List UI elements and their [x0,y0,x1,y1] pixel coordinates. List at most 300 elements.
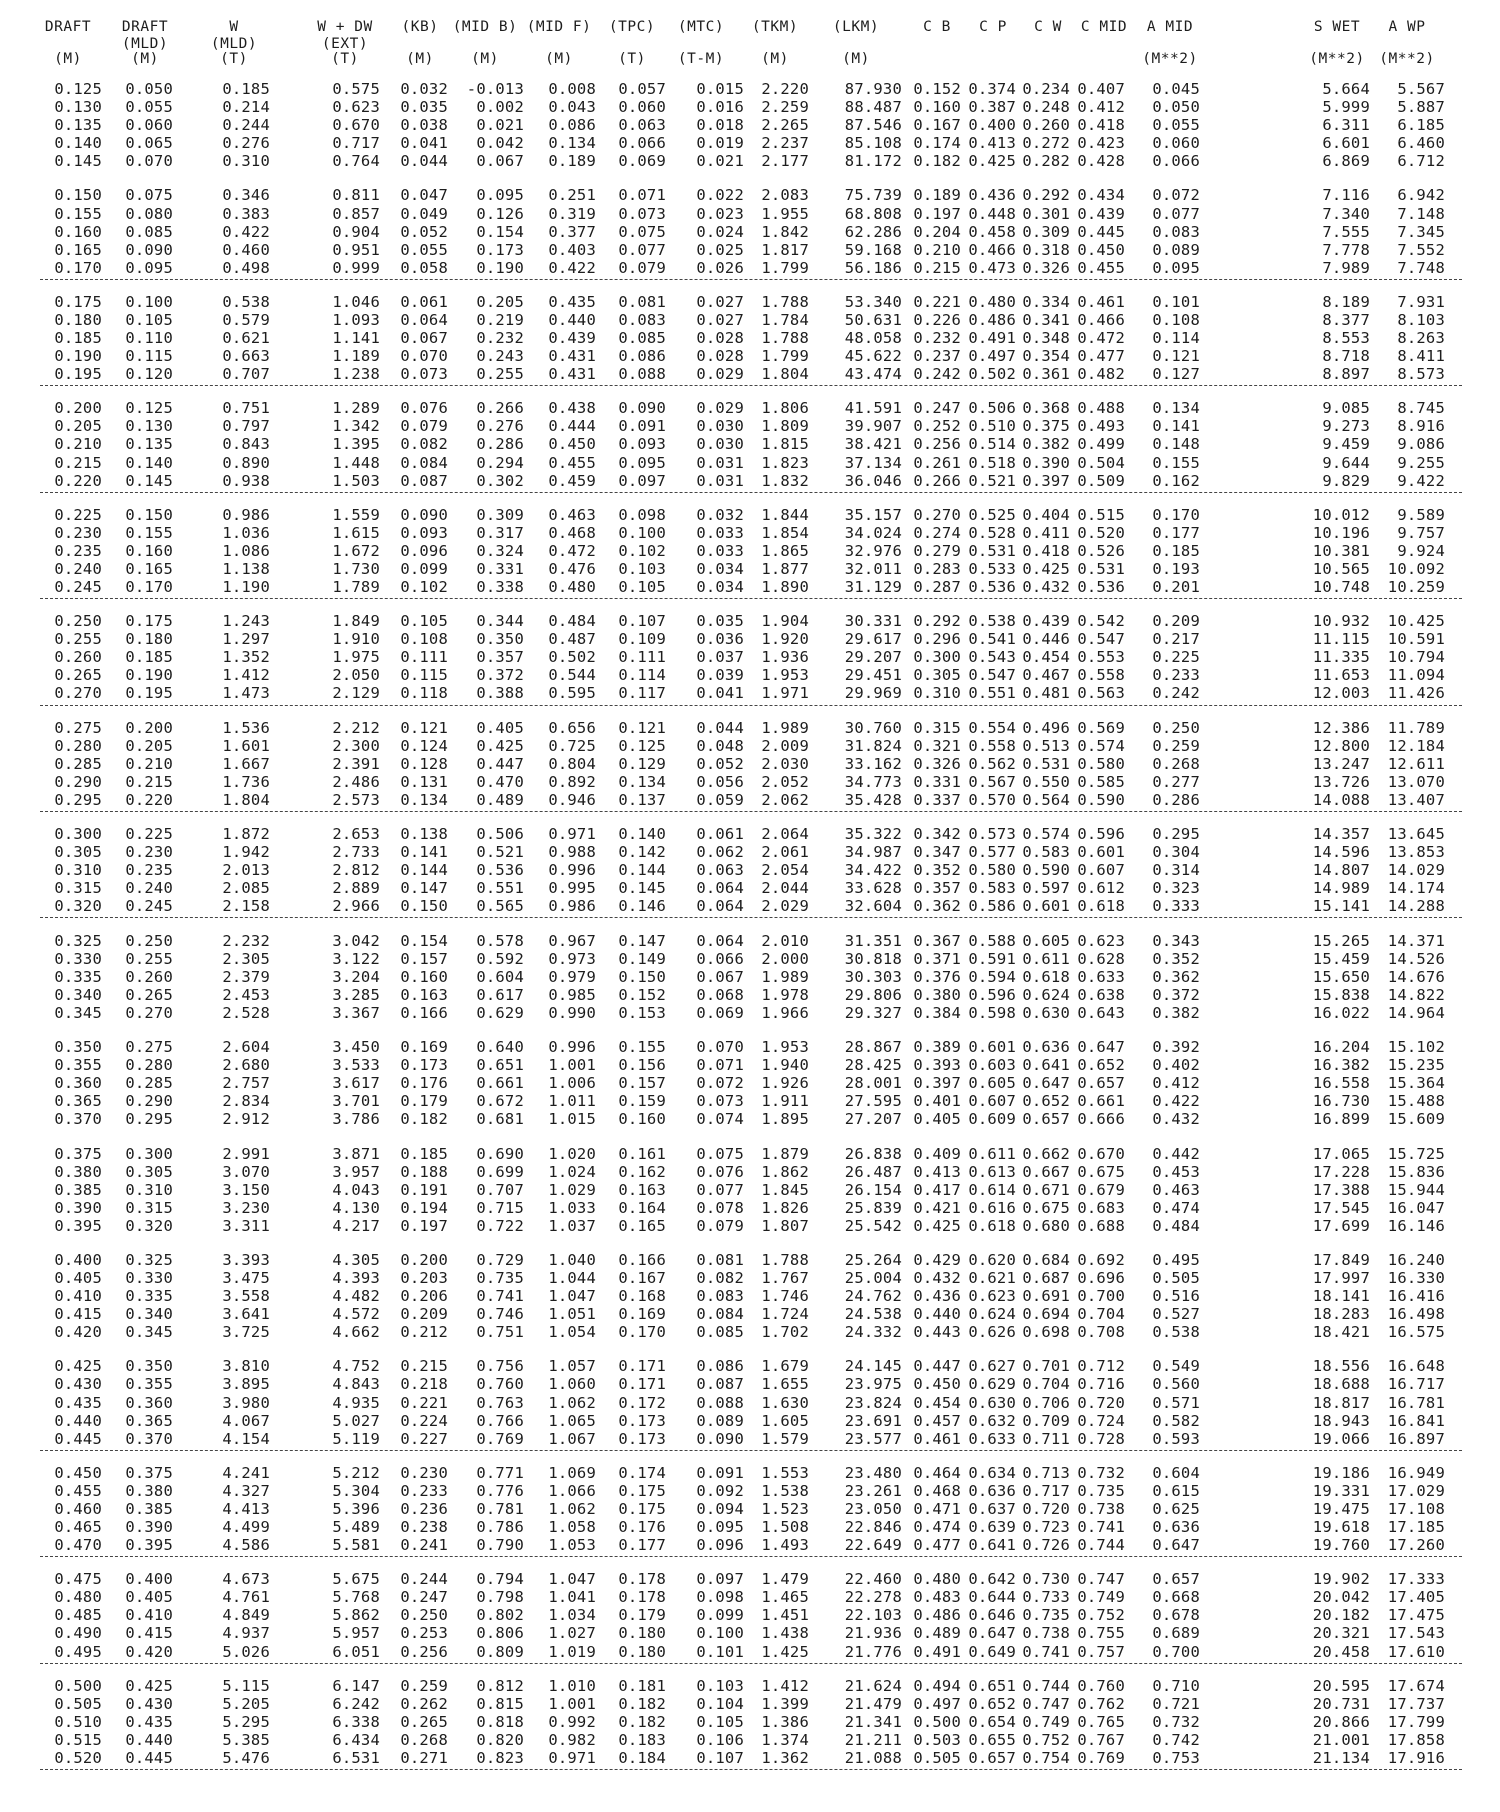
table-cell: 0.305 [913,666,961,685]
table-cell: 5.489 [332,1518,380,1536]
table-cell: 0.904 [332,222,380,241]
table-cell: 0.704 [1077,1305,1125,1324]
table-cell: 0.137 [618,790,666,809]
table-cell: 0.375 [54,1144,102,1163]
table-cell: 0.439 [548,329,596,347]
table-cell: 1.015 [548,1110,596,1129]
table-cell: 0.036 [696,630,744,649]
table-cell: 7.778 [1322,240,1370,259]
table-cell: 3.204 [332,967,380,986]
table-cell: 0.392 [1152,1038,1200,1057]
table-cell: 0.628 [1077,949,1125,968]
table-cell: 0.030 [696,435,744,454]
table-cell: 5.581 [332,1536,380,1555]
table-cell: 0.083 [1152,222,1200,241]
table-cell: 0.334 [1022,292,1070,311]
table-cell: 0.647 [968,1624,1016,1643]
table-cell: 0.177 [618,1536,666,1555]
table-cell: 17.108 [1387,1499,1445,1518]
table-cell: 0.503 [913,1730,961,1749]
table-cell: 0.769 [476,1429,524,1448]
table-cell: 3.393 [222,1250,270,1269]
table-cell: 29.451 [844,666,902,685]
table-cell: 0.138 [400,825,448,844]
table-cell: 2.991 [222,1144,270,1163]
table-cell: 1.971 [761,684,809,703]
table-cell: 0.455 [54,1481,102,1500]
table-cell: 0.083 [696,1287,744,1306]
table-cell: 3.450 [332,1038,380,1057]
table-cell: 0.583 [1022,843,1070,862]
table-cell: 1.807 [761,1216,809,1235]
table-cell: 0.236 [400,1499,448,1518]
table-cell: 2.757 [222,1074,270,1093]
table-cell: 6.460 [1397,134,1445,153]
table-cell: 0.111 [400,648,448,667]
table-cell: 0.752 [1077,1606,1125,1625]
table-cell: 0.173 [476,240,524,259]
table-cell: 0.340 [125,1305,173,1324]
table-cell: 1.508 [761,1518,809,1536]
table-cell: 0.407 [1077,80,1125,98]
table-cell: 0.044 [696,718,744,737]
table-cell: 0.811 [332,186,380,205]
table-cell: 4.327 [222,1481,270,1500]
table-cell: 21.001 [1312,1730,1370,1749]
table-cell: 27.595 [844,1092,902,1111]
column-header: (M) [54,51,82,67]
table-cell: 0.326 [1022,258,1070,277]
table-cell: 0.741 [1022,1642,1070,1661]
table-cell: 1.037 [548,1216,596,1235]
table-cell: 0.248 [1022,98,1070,117]
table-cell: 0.538 [222,292,270,311]
table-cell: 15.836 [1387,1162,1445,1181]
table-cell: 0.741 [1077,1518,1125,1536]
table-cell: 0.241 [400,1536,448,1555]
table-cell: 2.044 [761,879,809,898]
table-cell: 0.354 [1022,347,1070,366]
table-cell: 0.652 [1022,1092,1070,1111]
table-cell: 8.103 [1397,310,1445,329]
table-cell: 3.725 [222,1323,270,1342]
table-cell: 0.155 [1152,453,1200,472]
table-cell: 0.999 [332,258,380,277]
column-header: (T) [331,51,359,67]
table-cell: 0.310 [913,684,961,703]
table-cell: 0.986 [548,897,596,916]
table-cell: 0.464 [913,1463,961,1482]
table-cell: 0.152 [913,80,961,98]
table-cell: 0.704 [1022,1375,1070,1394]
table-cell: 0.092 [696,1481,744,1500]
table-cell: 0.357 [476,648,524,667]
table-cell: 0.212 [400,1323,448,1342]
table-cell: 0.064 [696,879,744,898]
table-cell: 0.061 [400,292,448,311]
table-cell: 0.150 [54,186,102,205]
table-cell: 0.260 [1022,116,1070,135]
table-cell: 0.167 [913,116,961,135]
table-cell: 0.179 [400,1092,448,1111]
table-cell: 0.067 [476,152,524,171]
table-cell: 0.477 [913,1536,961,1555]
table-cell: 0.667 [1022,1162,1070,1181]
table-cell: 0.710 [1152,1676,1200,1695]
table-cell: 0.268 [1152,754,1200,773]
table-cell: 48.058 [844,329,902,347]
column-header: A MID [1146,19,1194,35]
table-cell: 0.161 [618,1144,666,1163]
table-cell: 34.987 [844,843,902,862]
table-cell: 0.744 [1077,1536,1125,1555]
table-cell: 1.189 [332,347,380,366]
table-cell: 0.070 [696,1038,744,1057]
table-cell: 1.412 [222,666,270,685]
group-divider [40,1556,1462,1557]
table-cell: 0.413 [913,1162,961,1181]
table-cell: 2.030 [761,754,809,773]
table-cell: 0.220 [54,471,102,490]
table-cell: 0.594 [968,967,1016,986]
table-cell: 0.475 [54,1570,102,1589]
table-cell: 0.418 [1022,541,1070,560]
table-cell: 0.497 [913,1694,961,1713]
table-cell: 0.086 [696,1357,744,1376]
table-cell: 1.823 [761,453,809,472]
table-cell: 0.735 [476,1269,524,1287]
table-cell: 0.448 [968,204,1016,223]
table-cell: 0.361 [1022,365,1070,384]
table-cell: 30.331 [844,612,902,631]
table-cell: 0.232 [913,329,961,347]
table-cell: 0.632 [968,1411,1016,1430]
table-cell: 0.440 [54,1411,102,1430]
table-cell: 0.195 [54,365,102,384]
table-cell: 0.244 [222,116,270,135]
table-cell: 0.809 [476,1642,524,1661]
table-cell: 0.066 [696,949,744,968]
table-cell: 0.083 [618,310,666,329]
table-cell: 0.134 [400,790,448,809]
table-cell: 0.986 [222,505,270,524]
table-cell: 0.516 [1152,1287,1200,1306]
table-cell: 0.031 [696,471,744,490]
table-cell: 0.857 [332,204,380,223]
table-cell: 2.379 [222,967,270,986]
table-cell: 13.726 [1312,772,1370,791]
table-cell: 0.088 [618,365,666,384]
table-cell: 5.027 [332,1411,380,1430]
table-cell: 2.064 [761,825,809,844]
table-cell: 5.862 [332,1606,380,1625]
table-cell: 0.090 [125,240,173,259]
table-cell: 0.276 [476,417,524,436]
table-cell: 1.297 [222,630,270,649]
table-cell: 0.190 [476,258,524,277]
table-cell: 0.118 [400,684,448,703]
table-cell: 0.459 [548,471,596,490]
table-cell: 0.105 [125,310,173,329]
table-cell: 0.393 [913,1056,961,1075]
table-cell: 0.531 [1022,754,1070,773]
table-cell: 0.397 [913,1074,961,1093]
table-cell: 4.393 [332,1269,380,1287]
table-cell: 9.255 [1397,453,1445,472]
table-cell: 0.108 [1152,310,1200,329]
table-cell: 0.460 [54,1499,102,1518]
table-cell: 0.633 [1077,967,1125,986]
table-cell: 0.350 [54,1038,102,1057]
table-cell: 0.300 [913,648,961,667]
table-cell: 0.318 [1022,240,1070,259]
table-cell: 1.844 [761,505,809,524]
table-cell: 0.439 [1022,612,1070,631]
table-cell: 31.824 [844,736,902,755]
table-cell: 0.623 [1077,931,1125,950]
table-cell: 7.340 [1322,204,1370,223]
table-cell: 0.270 [913,505,961,524]
table-cell: 2.062 [761,790,809,809]
table-cell: 0.480 [548,578,596,596]
table-cell: 0.747 [1022,1694,1070,1713]
table-cell: 0.425 [54,1357,102,1376]
table-cell: 0.086 [548,116,596,135]
table-cell: 1.904 [761,612,809,631]
table-cell: 0.409 [913,1144,961,1163]
table-cell: 0.578 [476,931,524,950]
table-cell: 0.996 [548,861,596,880]
table-cell: 0.495 [54,1642,102,1661]
table-cell: 0.382 [1152,1003,1200,1022]
table-cell: 17.610 [1387,1642,1445,1661]
table-cell: 0.218 [400,1375,448,1394]
table-cell: 0.240 [125,879,173,898]
table-cell: 0.160 [125,541,173,560]
table-cell: 0.454 [1022,648,1070,667]
table-cell: 0.134 [618,772,666,791]
table-cell: 0.075 [618,222,666,241]
table-cell: 0.468 [913,1481,961,1500]
table-cell: 0.781 [476,1499,524,1518]
table-cell: 0.420 [54,1323,102,1342]
table-cell: 0.843 [222,435,270,454]
table-cell: 17.799 [1387,1712,1445,1731]
table-cell: 8.745 [1397,399,1445,418]
table-cell: 0.403 [548,240,596,259]
table-cell: 0.233 [400,1481,448,1500]
table-cell: 0.696 [1077,1269,1125,1287]
column-header: (T-M) [677,51,725,67]
table-cell: 0.624 [968,1305,1016,1324]
table-cell: 0.022 [696,186,744,205]
table-cell: 0.551 [476,879,524,898]
column-header: C P [979,19,1007,35]
table-cell: 8.377 [1322,310,1370,329]
table-cell: 0.060 [1152,134,1200,153]
table-cell: 1.536 [222,718,270,737]
table-cell: 0.120 [125,365,173,384]
table-cell: 0.429 [913,1250,961,1269]
table-cell: 1.955 [761,204,809,223]
table-cell: 0.039 [696,666,744,685]
table-cell: 6.185 [1397,116,1445,135]
table-cell: 3.311 [222,1216,270,1235]
table-cell: 9.829 [1322,471,1370,490]
table-cell: 0.210 [54,435,102,454]
table-cell: 17.333 [1387,1570,1445,1589]
table-cell: 12.386 [1312,718,1370,737]
table-cell: 0.160 [913,98,961,117]
table-cell: 10.591 [1387,630,1445,649]
table-cell: 38.421 [844,435,902,454]
table-cell: 21.479 [844,1694,902,1713]
table-cell: 1.448 [332,453,380,472]
table-cell: 17.699 [1312,1216,1370,1235]
table-cell: 0.405 [476,718,524,737]
column-header: (T) [220,51,248,67]
table-cell: 1.190 [222,578,270,596]
table-cell: 0.227 [400,1429,448,1448]
table-cell: 0.440 [548,310,596,329]
table-cell: 2.604 [222,1038,270,1057]
table-cell: 18.817 [1312,1393,1370,1412]
table-cell: 1.817 [761,240,809,259]
table-cell: 0.029 [696,365,744,384]
table-cell: 0.107 [618,612,666,631]
table-cell: 0.091 [696,1463,744,1482]
table-cell: 2.083 [761,186,809,205]
table-cell: 0.045 [1152,80,1200,98]
table-cell: 20.458 [1312,1642,1370,1661]
table-cell: 0.764 [332,152,380,171]
table-cell: 0.292 [913,612,961,631]
table-cell: 0.753 [1152,1748,1200,1767]
table-cell: 0.624 [1022,985,1070,1004]
table-cell: 0.095 [1152,258,1200,277]
table-cell: 0.100 [696,1624,744,1643]
table-cell: 0.549 [1152,1357,1200,1376]
table-cell: 20.182 [1312,1606,1370,1625]
table-cell: 0.656 [548,718,596,737]
table-cell: 2.889 [332,879,380,898]
table-cell: 0.125 [618,736,666,755]
table-cell: 0.640 [476,1038,524,1057]
table-cell: 22.460 [844,1570,902,1589]
table-cell: 0.484 [1152,1216,1200,1235]
table-cell: 0.089 [696,1411,744,1430]
table-cell: 1.352 [222,648,270,667]
table-cell: 0.623 [332,98,380,117]
table-cell: 0.255 [54,630,102,649]
table-cell: 0.536 [1077,578,1125,596]
table-cell: 0.601 [1077,843,1125,862]
table-cell: 0.069 [618,152,666,171]
table-cell: 0.250 [54,612,102,631]
table-cell: 0.802 [476,1606,524,1625]
table-cell: 0.410 [54,1287,102,1306]
table-cell: 0.400 [54,1250,102,1269]
table-cell: 0.155 [125,523,173,542]
table-cell: 0.152 [618,985,666,1004]
table-cell: 4.067 [222,1411,270,1430]
table-cell: 0.467 [1022,666,1070,685]
table-cell: 12.800 [1312,736,1370,755]
table-cell: 10.932 [1312,612,1370,631]
table-cell: 0.099 [696,1606,744,1625]
table-cell: 2.391 [332,754,380,773]
column-header: (M) [545,51,573,67]
table-cell: 0.225 [54,505,102,524]
table-cell: 0.195 [125,684,173,703]
table-cell: 87.546 [844,116,902,135]
table-cell: 0.527 [1152,1305,1200,1324]
table-cell: 16.899 [1312,1110,1370,1129]
table-cell: 0.150 [125,505,173,524]
table-cell: 32.011 [844,559,902,578]
table-cell: 0.087 [696,1375,744,1394]
table-cell: 6.531 [332,1748,380,1767]
table-cell: 1.788 [761,1250,809,1269]
table-cell: 16.730 [1312,1092,1370,1111]
table-cell: 16.204 [1312,1038,1370,1057]
table-cell: 0.680 [1022,1216,1070,1235]
table-cell: 0.435 [54,1393,102,1412]
table-cell: 0.521 [968,471,1016,490]
table-cell: 0.275 [125,1038,173,1057]
table-cell: 0.357 [913,879,961,898]
table-cell: 0.476 [548,559,596,578]
table-cell: 0.077 [696,1180,744,1199]
table-cell: 0.641 [1022,1056,1070,1075]
table-cell: 0.646 [968,1606,1016,1625]
column-header: (M) [131,51,159,67]
table-cell: 0.629 [968,1375,1016,1394]
table-cell: 37.134 [844,453,902,472]
table-cell: 0.073 [400,365,448,384]
table-cell: 3.871 [332,1144,380,1163]
table-cell: 0.340 [54,985,102,1004]
table-cell: 0.094 [696,1499,744,1518]
table-cell: 0.404 [1022,505,1070,524]
table-cell: 0.099 [400,559,448,578]
table-cell: 9.085 [1322,399,1370,418]
table-cell: 0.480 [54,1588,102,1607]
table-cell: 1.493 [761,1536,809,1555]
table-cell: 5.212 [332,1463,380,1482]
table-cell: 0.157 [618,1074,666,1093]
table-cell: 0.528 [968,523,1016,542]
table-cell: 0.723 [1022,1518,1070,1536]
table-cell: 0.097 [696,1570,744,1589]
table-cell: 0.382 [1022,435,1070,454]
table-cell: 0.491 [968,329,1016,347]
table-cell: 0.560 [1152,1375,1200,1394]
table-cell: 10.565 [1312,559,1370,578]
table-cell: 0.050 [125,80,173,98]
table-cell: 1.019 [548,1642,596,1661]
table-cell: 1.399 [761,1694,809,1713]
table-cell: 0.582 [1152,1411,1200,1430]
table-cell: 0.085 [125,222,173,241]
table-cell: 0.502 [968,365,1016,384]
table-cell: 7.345 [1397,222,1445,241]
table-cell: 0.335 [125,1287,173,1306]
table-cell: 0.804 [548,754,596,773]
table-cell: 0.085 [618,329,666,347]
table-cell: 0.489 [913,1624,961,1643]
table-cell: 0.310 [125,1180,173,1199]
